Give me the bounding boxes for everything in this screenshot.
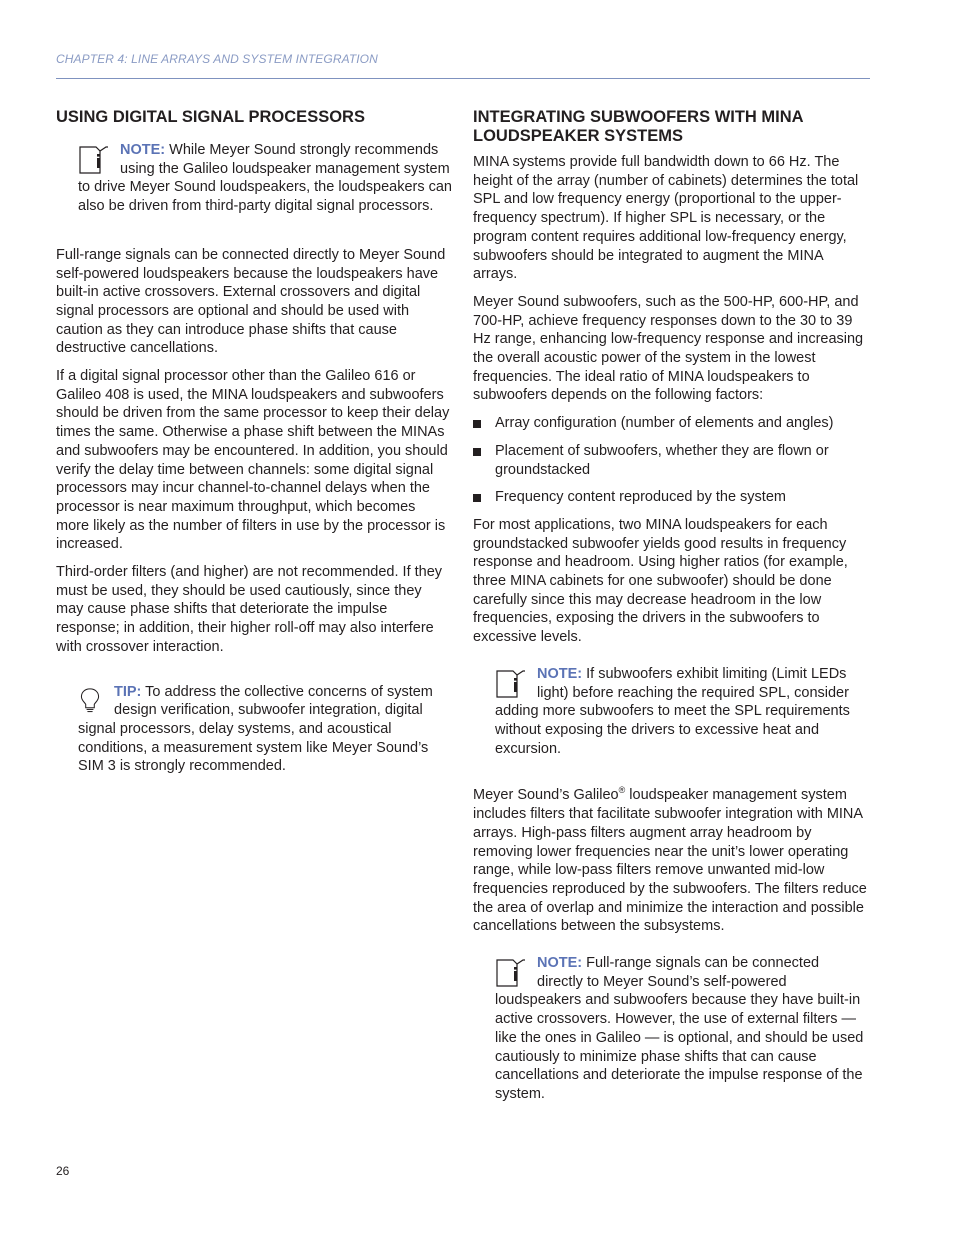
right-column bbox=[473, 108, 869, 1132]
section-heading-subwoofers: INTEGRATING SUBWOOFERS WITH MINA LOUDSPEAKER SYSTEMS bbox=[473, 108, 803, 145]
list-item: Placement of subwoofers, whether they are flown or groundstacked bbox=[473, 442, 869, 479]
note-text: While Meyer Sound strongly recommends using the Galileo loudspeaker management system to drive Meyer Sound loudspeakers, the loudspeakers can also be driven from third-party digital signal processors. bbox=[78, 142, 452, 215]
info-book-icon bbox=[495, 954, 537, 988]
bullet-square-icon bbox=[473, 494, 481, 502]
left-column bbox=[56, 108, 452, 804]
bullet-square-icon bbox=[473, 448, 481, 456]
registered-mark: ® bbox=[618, 785, 626, 796]
note-box bbox=[78, 141, 452, 216]
note-label: NOTE: bbox=[537, 955, 583, 972]
note-text: If subwoofers exhibit limiting (Limit LEDs light) before reaching the required SPL, consider adding more subwoofers to meet the SPL requirements without exposing the drivers to excessive heat and excursion. bbox=[495, 665, 850, 757]
paragraph: For most applications, two MINA loudspeakers for each groundstacked subwoofer yields good results in frequency response and headroom. Using higher ratios (for example, three MINA cabinets for one subwoofer) should be done carefully since this may decrease headroom in the low frequencies, exposing the drivers in the subwoofers to excessive levels. bbox=[473, 516, 848, 646]
note-box bbox=[495, 665, 869, 759]
paragraph: Meyer Sound subwoofers, such as the 500-HP, 600-HP, and 700-HP, achieve frequency responses down to the 30 to 39 Hz range, enhancing low-frequency response and increasing the overall acoustic power of the system in the lowest frequencies. The ideal ratio of MINA loudspeakers to subwoofers depends on the following factors: bbox=[473, 293, 864, 404]
paragraph: Full-range signals can be connected directly to Meyer Sound self-powered loudspeakers because the loudspeakers have built-in active crossovers. External crossovers and digital signal processors are optional and should be used with caution as they can introduce phase shifts that cause destructive cancellations. bbox=[56, 246, 446, 357]
info-book-icon bbox=[495, 665, 537, 699]
note-box bbox=[495, 954, 869, 1104]
paragraph: Meyer Sound’s Galileo® loudspeaker management system includes filters that facilitate subwoofer integration with MINA arrays. High-pass filters augment array headroom by removing lower frequencies near the unit’s lower operating range, while low-pass filters remove unwanted mid-low frequencies reproduced by the subwoofers. The filters reduce the area of overlap and minimize the interaction and possible cancellations between the subsystems. bbox=[473, 785, 867, 935]
note-label: NOTE: bbox=[120, 142, 166, 158]
info-book-icon bbox=[78, 141, 120, 175]
factor-list bbox=[473, 414, 869, 507]
page-number: 26 bbox=[56, 1164, 70, 1178]
paragraph: Third-order filters (and higher) are not recommended. If they must be used, they should be used cautiously, since they may cause phase shifts that deteriorate the impulse response; in addition, their higher roll-off may also interfere with crossover interaction. bbox=[56, 564, 443, 655]
list-item: Array configuration (number of elements and angles) bbox=[473, 414, 869, 433]
header-rule bbox=[56, 78, 870, 79]
tip-label: TIP: bbox=[114, 683, 142, 700]
paragraph: If a digital signal processor other than the Galileo 616 or Galileo 408 is used, the MINA loudspeakers and subwoofers should be driven from the same processor to keep their delay times the same. Otherwise a phase shift between the MINAs and subwoofers may be encountered. In addition, you should verify the delay time between channels: some digital signal processors may incur channel-to-channel delays when the processor is near maximum throughput, which becomes more likely as the number of filters in use by the processor is increased. bbox=[56, 368, 450, 553]
tip-text: To address the collective concerns of system design verification, subwoofer integration, digital signal processors, delay systems, and acoustical conditions, a measurement system like Meyer Sound’s SIM 3 is strongly recommended. bbox=[78, 683, 433, 775]
lightbulb-icon bbox=[78, 683, 114, 717]
note-label: NOTE: bbox=[537, 665, 583, 682]
paragraph: MINA systems provide full bandwidth down to 66 Hz. The height of the array (number of cabinets) determines the total SPL and low frequency energy (proportional to the upper-frequency spectrum). If higher SPL is necessary, or the program content requires additional low-frequency energy, subwoofers should be integrated to augment the MINA arrays. bbox=[473, 154, 859, 283]
tip-box bbox=[78, 683, 452, 777]
chapter-title: CHAPTER 4: LINE ARRAYS AND SYSTEM INTEGRATION bbox=[56, 52, 378, 66]
bullet-square-icon bbox=[473, 420, 481, 428]
list-item: Frequency content reproduced by the system bbox=[473, 488, 869, 507]
note-text: Full-range signals can be connected directly to Meyer Sound’s self-powered loudspeakers and subwoofers because they have built-in active crossovers. However, the use of external filters — like the ones in Galileo — is optional, and should be used cautiously to minimize phase shifts that can cause cancellations and deteriorate the impulse response of the system. bbox=[495, 955, 864, 1102]
section-heading-dsp: USING DIGITAL SIGNAL PROCESSORS bbox=[56, 108, 365, 126]
